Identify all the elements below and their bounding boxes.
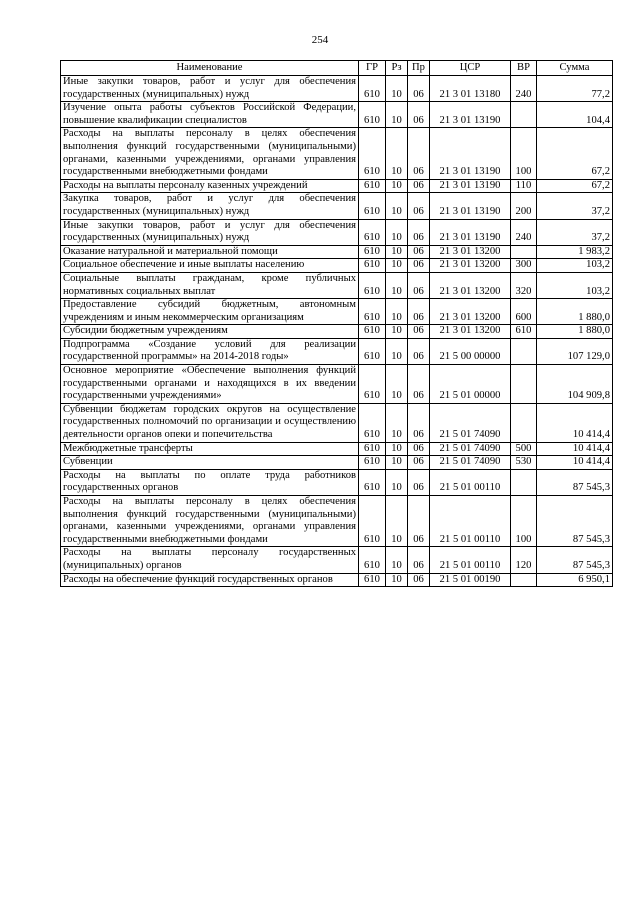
cell-gr: 610 bbox=[359, 219, 386, 245]
cell-csr: 21 3 01 13190 bbox=[430, 219, 511, 245]
cell-vr bbox=[511, 573, 537, 587]
cell-rz: 10 bbox=[386, 128, 408, 179]
cell-rz: 10 bbox=[386, 442, 408, 456]
cell-vr: 600 bbox=[511, 299, 537, 325]
cell-vr bbox=[511, 469, 537, 495]
cell-gr: 610 bbox=[359, 179, 386, 193]
cell-name: Социальные выплаты гражданам, кроме публичных нормативных социальных выплат bbox=[61, 272, 359, 298]
cell-gr: 610 bbox=[359, 128, 386, 179]
cell-name: Иные закупки товаров, работ и услуг для обеспечения государственных (муниципальных) нужд bbox=[61, 76, 359, 102]
cell-csr: 21 5 01 74090 bbox=[430, 442, 511, 456]
cell-csr: 21 5 00 00000 bbox=[430, 338, 511, 364]
cell-csr: 21 3 01 13190 bbox=[430, 179, 511, 193]
table-row bbox=[61, 259, 613, 273]
table-row bbox=[61, 469, 613, 495]
table-row bbox=[61, 76, 613, 102]
cell-gr: 610 bbox=[359, 272, 386, 298]
cell-sum: 107 129,0 bbox=[537, 338, 613, 364]
cell-gr: 610 bbox=[359, 573, 386, 587]
cell-csr: 21 5 01 00110 bbox=[430, 547, 511, 573]
cell-sum: 37,2 bbox=[537, 193, 613, 219]
cell-sum: 103,2 bbox=[537, 259, 613, 273]
table-row bbox=[61, 272, 613, 298]
cell-sum: 103,2 bbox=[537, 272, 613, 298]
cell-rz: 10 bbox=[386, 259, 408, 273]
cell-vr bbox=[511, 403, 537, 442]
cell-vr bbox=[511, 102, 537, 128]
cell-pr: 06 bbox=[408, 338, 430, 364]
cell-rz: 10 bbox=[386, 76, 408, 102]
table-row bbox=[61, 547, 613, 573]
cell-rz: 10 bbox=[386, 325, 408, 339]
table-row bbox=[61, 193, 613, 219]
table-header-row bbox=[61, 61, 613, 76]
table-row bbox=[61, 365, 613, 404]
cell-vr: 500 bbox=[511, 442, 537, 456]
cell-pr: 06 bbox=[408, 193, 430, 219]
table-row bbox=[61, 179, 613, 193]
cell-csr: 21 5 01 74090 bbox=[430, 403, 511, 442]
cell-rz: 10 bbox=[386, 573, 408, 587]
cell-rz: 10 bbox=[386, 219, 408, 245]
table-row bbox=[61, 245, 613, 259]
table-row bbox=[61, 299, 613, 325]
table-row bbox=[61, 338, 613, 364]
cell-name: Основное мероприятие «Обеспечение выполнения функций государственными органами и находящихся в их введении государственными учреждениями» bbox=[61, 365, 359, 404]
cell-rz: 10 bbox=[386, 456, 408, 470]
cell-rz: 10 bbox=[386, 403, 408, 442]
cell-rz: 10 bbox=[386, 102, 408, 128]
cell-gr: 610 bbox=[359, 442, 386, 456]
cell-sum: 77,2 bbox=[537, 76, 613, 102]
cell-pr: 06 bbox=[408, 128, 430, 179]
cell-pr: 06 bbox=[408, 299, 430, 325]
table-body bbox=[61, 76, 613, 587]
cell-rz: 10 bbox=[386, 496, 408, 547]
cell-sum: 1 880,0 bbox=[537, 299, 613, 325]
header-sum: Сумма bbox=[537, 61, 613, 76]
cell-vr: 240 bbox=[511, 219, 537, 245]
cell-vr: 320 bbox=[511, 272, 537, 298]
cell-pr: 06 bbox=[408, 456, 430, 470]
header-pr: Пр bbox=[408, 61, 430, 76]
table-row bbox=[61, 573, 613, 587]
cell-pr: 06 bbox=[408, 442, 430, 456]
table-row bbox=[61, 325, 613, 339]
cell-pr: 06 bbox=[408, 325, 430, 339]
cell-sum: 6 950,1 bbox=[537, 573, 613, 587]
cell-gr: 610 bbox=[359, 496, 386, 547]
cell-vr: 100 bbox=[511, 128, 537, 179]
cell-name: Расходы на обеспечение функций государственных органов bbox=[61, 573, 359, 587]
cell-sum: 104 909,8 bbox=[537, 365, 613, 404]
cell-vr: 110 bbox=[511, 179, 537, 193]
header-rz: Рз bbox=[386, 61, 408, 76]
cell-name: Расходы на выплаты персоналу казенных учреждений bbox=[61, 179, 359, 193]
table-row bbox=[61, 403, 613, 442]
cell-vr: 240 bbox=[511, 76, 537, 102]
cell-sum: 1 983,2 bbox=[537, 245, 613, 259]
cell-sum: 87 545,3 bbox=[537, 469, 613, 495]
cell-csr: 21 3 01 13200 bbox=[430, 245, 511, 259]
cell-name: Межбюджетные трансферты bbox=[61, 442, 359, 456]
table-row bbox=[61, 442, 613, 456]
cell-rz: 10 bbox=[386, 338, 408, 364]
cell-name: Социальное обеспечение и иные выплаты населению bbox=[61, 259, 359, 273]
cell-name: Иные закупки товаров, работ и услуг для обеспечения государственных (муниципальных) нужд bbox=[61, 219, 359, 245]
table-row bbox=[61, 128, 613, 179]
cell-csr: 21 5 01 00110 bbox=[430, 496, 511, 547]
cell-vr: 120 bbox=[511, 547, 537, 573]
cell-name: Субсидии бюджетным учреждениям bbox=[61, 325, 359, 339]
cell-sum: 10 414,4 bbox=[537, 442, 613, 456]
cell-csr: 21 3 01 13190 bbox=[430, 128, 511, 179]
cell-rz: 10 bbox=[386, 245, 408, 259]
table-row bbox=[61, 456, 613, 470]
cell-csr: 21 5 01 74090 bbox=[430, 456, 511, 470]
cell-gr: 610 bbox=[359, 325, 386, 339]
cell-pr: 06 bbox=[408, 573, 430, 587]
cell-csr: 21 3 01 13200 bbox=[430, 325, 511, 339]
cell-rz: 10 bbox=[386, 365, 408, 404]
cell-csr: 21 3 01 13200 bbox=[430, 272, 511, 298]
cell-sum: 87 545,3 bbox=[537, 496, 613, 547]
cell-pr: 06 bbox=[408, 547, 430, 573]
cell-gr: 610 bbox=[359, 365, 386, 404]
cell-gr: 610 bbox=[359, 456, 386, 470]
cell-vr: 530 bbox=[511, 456, 537, 470]
cell-name: Расходы на выплаты по оплате труда работников государственных органов bbox=[61, 469, 359, 495]
cell-name: Предоставление субсидий бюджетным, автономным учреждениям и иным некоммерческим организациям bbox=[61, 299, 359, 325]
cell-rz: 10 bbox=[386, 469, 408, 495]
cell-vr: 200 bbox=[511, 193, 537, 219]
cell-name: Расходы на выплаты персоналу государственных (муниципальных) органов bbox=[61, 547, 359, 573]
cell-vr bbox=[511, 245, 537, 259]
cell-pr: 06 bbox=[408, 272, 430, 298]
cell-pr: 06 bbox=[408, 365, 430, 404]
cell-sum: 10 414,4 bbox=[537, 403, 613, 442]
cell-vr bbox=[511, 338, 537, 364]
cell-name: Закупка товаров, работ и услуг для обеспечения государственных (муниципальных) нужд bbox=[61, 193, 359, 219]
cell-rz: 10 bbox=[386, 272, 408, 298]
cell-gr: 610 bbox=[359, 299, 386, 325]
cell-sum: 37,2 bbox=[537, 219, 613, 245]
cell-rz: 10 bbox=[386, 193, 408, 219]
cell-gr: 610 bbox=[359, 338, 386, 364]
cell-csr: 21 3 01 13190 bbox=[430, 102, 511, 128]
cell-sum: 104,4 bbox=[537, 102, 613, 128]
header-vr: ВР bbox=[511, 61, 537, 76]
cell-gr: 610 bbox=[359, 403, 386, 442]
cell-vr: 610 bbox=[511, 325, 537, 339]
cell-pr: 06 bbox=[408, 259, 430, 273]
cell-vr: 100 bbox=[511, 496, 537, 547]
header-name: Наименование bbox=[61, 61, 359, 76]
cell-vr: 300 bbox=[511, 259, 537, 273]
table-row bbox=[61, 496, 613, 547]
table-row bbox=[61, 219, 613, 245]
cell-sum: 1 880,0 bbox=[537, 325, 613, 339]
cell-pr: 06 bbox=[408, 102, 430, 128]
cell-rz: 10 bbox=[386, 179, 408, 193]
table-row bbox=[61, 102, 613, 128]
cell-name: Расходы на выплаты персоналу в целях обеспечения выполнения функций государственными (муниципальными) органами, казенными учреждениями, органами управления государственными внебюджетными фондами bbox=[61, 496, 359, 547]
cell-csr: 21 5 01 00110 bbox=[430, 469, 511, 495]
cell-name: Оказание натуральной и материальной помощи bbox=[61, 245, 359, 259]
cell-pr: 06 bbox=[408, 76, 430, 102]
header-gr: ГР bbox=[359, 61, 386, 76]
cell-name: Субвенции бюджетам городских округов на осуществление государственных полномочий по организации и осуществлению деятельности органов опеки и попечительства bbox=[61, 403, 359, 442]
cell-rz: 10 bbox=[386, 547, 408, 573]
cell-gr: 610 bbox=[359, 76, 386, 102]
cell-csr: 21 3 01 13200 bbox=[430, 259, 511, 273]
cell-csr: 21 5 01 00190 bbox=[430, 573, 511, 587]
cell-gr: 610 bbox=[359, 245, 386, 259]
cell-rz: 10 bbox=[386, 299, 408, 325]
cell-csr: 21 3 01 13180 bbox=[430, 76, 511, 102]
cell-gr: 610 bbox=[359, 193, 386, 219]
cell-gr: 610 bbox=[359, 102, 386, 128]
cell-name: Подпрограмма «Создание условий для реализации государственной программы» на 2014-2018 годы» bbox=[61, 338, 359, 364]
cell-name: Субвенции bbox=[61, 456, 359, 470]
cell-gr: 610 bbox=[359, 469, 386, 495]
page-number: 254 bbox=[311, 34, 329, 46]
cell-vr bbox=[511, 365, 537, 404]
cell-csr: 21 3 01 13190 bbox=[430, 193, 511, 219]
cell-pr: 06 bbox=[408, 245, 430, 259]
cell-pr: 06 bbox=[408, 496, 430, 547]
cell-sum: 67,2 bbox=[537, 179, 613, 193]
cell-gr: 610 bbox=[359, 259, 386, 273]
cell-pr: 06 bbox=[408, 403, 430, 442]
header-csr: ЦСР bbox=[430, 61, 511, 76]
cell-pr: 06 bbox=[408, 469, 430, 495]
cell-gr: 610 bbox=[359, 547, 386, 573]
cell-name: Расходы на выплаты персоналу в целях обеспечения выполнения функций государственными (муниципальными) органами, казенными учреждениями, органами управления государственными внебюджетными фондами bbox=[61, 128, 359, 179]
cell-sum: 67,2 bbox=[537, 128, 613, 179]
cell-sum: 10 414,4 bbox=[537, 456, 613, 470]
cell-csr: 21 5 01 00000 bbox=[430, 365, 511, 404]
cell-name: Изучение опыта работы субъектов Российской Федерации, повышение квалификации специалистов bbox=[61, 102, 359, 128]
budget-table bbox=[60, 60, 613, 587]
cell-pr: 06 bbox=[408, 219, 430, 245]
cell-sum: 87 545,3 bbox=[537, 547, 613, 573]
cell-csr: 21 3 01 13200 bbox=[430, 299, 511, 325]
cell-pr: 06 bbox=[408, 179, 430, 193]
